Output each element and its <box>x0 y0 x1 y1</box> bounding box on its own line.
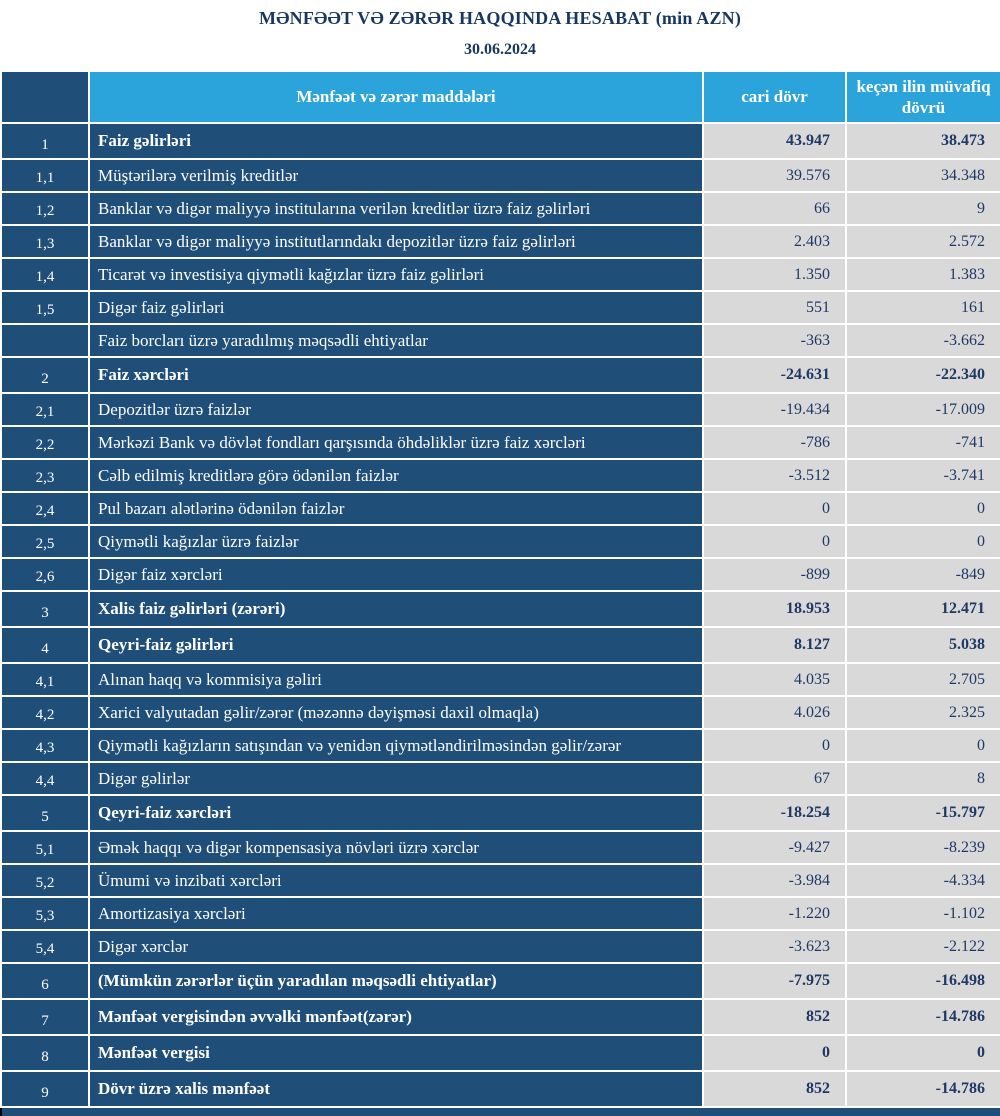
row-current-value-cell: -3.984 <box>703 864 846 897</box>
table-header-row <box>1 71 1000 123</box>
table-row <box>1 393 1000 426</box>
row-label-cell: Digər gəlirlər <box>89 762 703 795</box>
row-label-cell: Müştərilərə verilmiş kreditlər <box>89 159 703 192</box>
row-current-value-cell: 0 <box>703 1035 846 1071</box>
row-label-cell: Mərkəzi Bank və dövlət fondları qarşısında öhdəliklər üzrə faiz xərcləri <box>89 426 703 459</box>
row-current-value-cell: 852 <box>703 999 846 1035</box>
row-number-cell: 5,1 <box>1 831 89 864</box>
row-previous-value-cell: -1.102 <box>846 897 1000 930</box>
row-label-cell: Digər xərclər <box>89 930 703 963</box>
table-row <box>1 558 1000 591</box>
row-current-value-cell: -7.975 <box>703 963 846 999</box>
row-current-value-cell: 18.953 <box>703 591 846 627</box>
table-row <box>1 525 1000 558</box>
row-number-cell: 5,3 <box>1 897 89 930</box>
row-previous-value-cell: 9 <box>846 192 1000 225</box>
table-row <box>1 291 1000 324</box>
row-label-cell: Digər faiz xərcləri <box>89 558 703 591</box>
report-title: MƏNFƏƏT VƏ ZƏRƏR HAQQINDA HESABAT (min AZN) <box>258 8 742 28</box>
row-current-value-cell: -3.623 <box>703 930 846 963</box>
row-number-cell: 5 <box>1 795 89 831</box>
table-row <box>1 258 1000 291</box>
row-number-cell: 4 <box>1 627 89 663</box>
table-row <box>1 426 1000 459</box>
row-current-value-cell: 0 <box>703 729 846 762</box>
row-current-value-cell: 1.350 <box>703 258 846 291</box>
table-row <box>1 123 1000 159</box>
row-previous-value-cell: -3.741 <box>846 459 1000 492</box>
table-row <box>1 762 1000 795</box>
row-previous-value-cell: 0 <box>846 492 1000 525</box>
row-label-cell: Mənfəət vergisindən əvvəlki mənfəət(zərər) <box>89 999 703 1035</box>
row-current-value-cell: 0 <box>703 525 846 558</box>
row-label-cell: Dövr üzrə xalis mənfəət <box>89 1071 703 1107</box>
row-previous-value-cell: -14.786 <box>846 999 1000 1035</box>
row-number-cell: 1,5 <box>1 291 89 324</box>
row-label-cell: Pul bazarı alətlərinə ödənilən faizlər <box>89 492 703 525</box>
row-label-cell: Digər faiz gəlirləri <box>89 291 703 324</box>
row-previous-value-cell: 5.038 <box>846 627 1000 663</box>
row-previous-value-cell: -741 <box>846 426 1000 459</box>
previous-period-column-header: keçən ilin müvafiq dövrü <box>846 71 1000 123</box>
row-number-cell: 1 <box>1 123 89 159</box>
row-number-cell: 7 <box>1 999 89 1035</box>
corner-header-cell <box>1 71 89 123</box>
row-previous-value-cell: -15.797 <box>846 795 1000 831</box>
row-previous-value-cell: -17.009 <box>846 393 1000 426</box>
row-previous-value-cell: -8.239 <box>846 831 1000 864</box>
row-number-cell <box>1 324 89 357</box>
table-row <box>1 999 1000 1035</box>
row-number-cell: 4,1 <box>1 663 89 696</box>
row-number-cell: 2,6 <box>1 558 89 591</box>
row-label-cell: Alınan haqq və kommisiya gəliri <box>89 663 703 696</box>
row-current-value-cell: 4.035 <box>703 663 846 696</box>
table-row <box>1 627 1000 663</box>
row-label-cell: Faiz xərcləri <box>89 357 703 393</box>
row-previous-value-cell: 8 <box>846 762 1000 795</box>
row-previous-value-cell: -16.498 <box>846 963 1000 999</box>
table-body <box>1 123 1000 1107</box>
report-date: 30.06.2024 <box>464 41 536 58</box>
row-previous-value-cell: -2.122 <box>846 930 1000 963</box>
row-label-cell: Amortizasiya xərcləri <box>89 897 703 930</box>
current-period-column-header: cari dövr <box>703 71 846 123</box>
row-number-cell: 5,4 <box>1 930 89 963</box>
row-current-value-cell: -18.254 <box>703 795 846 831</box>
table-row <box>1 225 1000 258</box>
table-row <box>1 492 1000 525</box>
row-current-value-cell: -3.512 <box>703 459 846 492</box>
table-row <box>1 897 1000 930</box>
row-number-cell: 2,4 <box>1 492 89 525</box>
row-current-value-cell: -19.434 <box>703 393 846 426</box>
row-number-cell: 2 <box>1 357 89 393</box>
row-label-cell: Qeyri-faiz xərcləri <box>89 795 703 831</box>
row-label-cell: Xalis faiz gəlirləri (zərəri) <box>89 591 703 627</box>
row-number-cell: 4,2 <box>1 696 89 729</box>
row-current-value-cell: 8.127 <box>703 627 846 663</box>
row-number-cell: 1,2 <box>1 192 89 225</box>
row-current-value-cell: -1.220 <box>703 897 846 930</box>
row-number-cell: 4,3 <box>1 729 89 762</box>
row-label-cell: Depozitlər üzrə faizlər <box>89 393 703 426</box>
table-row <box>1 864 1000 897</box>
row-previous-value-cell: 0 <box>846 525 1000 558</box>
row-current-value-cell: 852 <box>703 1071 846 1107</box>
row-previous-value-cell: -22.340 <box>846 357 1000 393</box>
row-label-cell: Qiymətli kağızların satışından və yenidən qiymətləndirilməsindən gəlir/zərər <box>89 729 703 762</box>
row-previous-value-cell: 161 <box>846 291 1000 324</box>
row-number-cell: 2,1 <box>1 393 89 426</box>
row-previous-value-cell: 38.473 <box>846 123 1000 159</box>
row-label-cell: Qeyri-faiz gəlirləri <box>89 627 703 663</box>
row-number-cell: 9 <box>1 1071 89 1107</box>
row-previous-value-cell: -849 <box>846 558 1000 591</box>
table-row <box>1 663 1000 696</box>
row-label-cell: Xarici valyutadan gəlir/zərər (məzənnə dəyişməsi daxil olmaqla) <box>89 696 703 729</box>
row-previous-value-cell: 0 <box>846 1035 1000 1071</box>
row-current-value-cell: -24.631 <box>703 357 846 393</box>
row-number-cell: 5,2 <box>1 864 89 897</box>
row-previous-value-cell: -14.786 <box>846 1071 1000 1107</box>
table-row <box>1 963 1000 999</box>
row-label-cell: Faiz gəlirləri <box>89 123 703 159</box>
table-row <box>1 459 1000 492</box>
row-label-cell: Cəlb edilmiş kreditlərə görə ödənilən faizlər <box>89 459 703 492</box>
row-number-cell: 1,3 <box>1 225 89 258</box>
row-current-value-cell: 39.576 <box>703 159 846 192</box>
row-current-value-cell: 43.947 <box>703 123 846 159</box>
table-row <box>1 192 1000 225</box>
row-current-value-cell: 4.026 <box>703 696 846 729</box>
row-previous-value-cell: 34.348 <box>846 159 1000 192</box>
row-previous-value-cell: 2.705 <box>846 663 1000 696</box>
row-label-cell: Qiymətli kağızlar üzrə faizlər <box>89 525 703 558</box>
row-number-cell: 2,2 <box>1 426 89 459</box>
table-row <box>1 729 1000 762</box>
table-row <box>1 696 1000 729</box>
row-number-cell: 6 <box>1 963 89 999</box>
row-label-cell: (Mümkün zərərlər üçün yaradılan məqsədli ehtiyatlar) <box>89 963 703 999</box>
items-column-header: Mənfəət və zərər maddələri <box>89 71 703 123</box>
row-previous-value-cell: 2.325 <box>846 696 1000 729</box>
table-row <box>1 159 1000 192</box>
row-label-cell: Mənfəət vergisi <box>89 1035 703 1071</box>
table-row <box>1 591 1000 627</box>
row-current-value-cell: -363 <box>703 324 846 357</box>
row-label-cell: Ümumi və inzibati xərcləri <box>89 864 703 897</box>
profit-loss-table <box>0 70 1000 1108</box>
title-block <box>0 0 1000 70</box>
row-previous-value-cell: -3.662 <box>846 324 1000 357</box>
row-current-value-cell: -899 <box>703 558 846 591</box>
row-number-cell: 2,3 <box>1 459 89 492</box>
table-row <box>1 831 1000 864</box>
row-previous-value-cell: 1.383 <box>846 258 1000 291</box>
table-row <box>1 1035 1000 1071</box>
row-current-value-cell: 2.403 <box>703 225 846 258</box>
table-row <box>1 357 1000 393</box>
row-number-cell: 3 <box>1 591 89 627</box>
row-number-cell: 1,4 <box>1 258 89 291</box>
table-row <box>1 1071 1000 1107</box>
row-current-value-cell: 67 <box>703 762 846 795</box>
row-previous-value-cell: 0 <box>846 729 1000 762</box>
row-label-cell: Faiz borcları üzrə yaradılmış məqsədli ehtiyatlar <box>89 324 703 357</box>
row-label-cell: Banklar və digər maliyyə institularına verilən kreditlər üzrə faiz gəlirləri <box>89 192 703 225</box>
row-previous-value-cell: -4.334 <box>846 864 1000 897</box>
row-label-cell: Əmək haqqı və digər kompensasiya növləri üzrə xərclər <box>89 831 703 864</box>
row-current-value-cell: 0 <box>703 492 846 525</box>
row-number-cell: 8 <box>1 1035 89 1071</box>
row-current-value-cell: -9.427 <box>703 831 846 864</box>
row-label-cell: Ticarət və investisiya qiymətli kağızlar üzrə faiz gəlirləri <box>89 258 703 291</box>
row-previous-value-cell: 12.471 <box>846 591 1000 627</box>
row-current-value-cell: 66 <box>703 192 846 225</box>
row-number-cell: 1,1 <box>1 159 89 192</box>
table-row <box>1 795 1000 831</box>
row-number-cell: 2,5 <box>1 525 89 558</box>
row-current-value-cell: 551 <box>703 291 846 324</box>
row-previous-value-cell: 2.572 <box>846 225 1000 258</box>
row-label-cell: Banklar və digər maliyyə institutlarındakı depozitlər üzrə faiz gəlirləri <box>89 225 703 258</box>
table-row <box>1 930 1000 963</box>
table-row <box>1 324 1000 357</box>
row-number-cell: 4,4 <box>1 762 89 795</box>
row-current-value-cell: -786 <box>703 426 846 459</box>
